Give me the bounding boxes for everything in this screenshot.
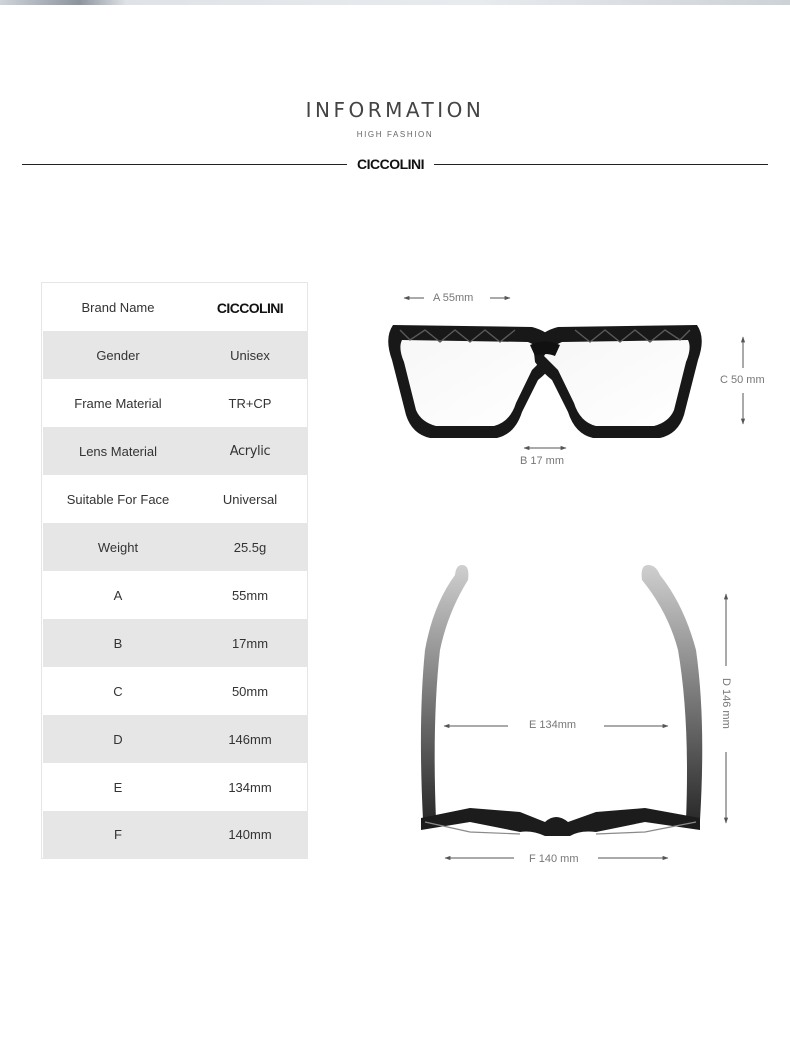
- spec-value: 146mm: [228, 731, 272, 747]
- spec-label: Brand Name: [81, 300, 155, 315]
- page-subtitle: HIGH FASHION: [356, 130, 434, 139]
- dim-b-label: B 17 mm: [520, 455, 565, 467]
- top-temple-left: [421, 565, 468, 820]
- header-brand: CICCOLINI: [356, 156, 425, 172]
- dim-e-label: E 134mm: [529, 719, 577, 731]
- spec-value: Unisex: [230, 347, 270, 363]
- spec-label: B: [113, 635, 123, 651]
- spec-label: A: [113, 587, 123, 603]
- spec-value: 17mm: [231, 635, 269, 651]
- spec-value: TR+CP: [228, 395, 272, 411]
- front-lens-right: [544, 340, 690, 426]
- spec-label: Lens Material: [78, 443, 158, 459]
- top-temple-right: [642, 565, 703, 820]
- dim-d-label: D 146 mm: [720, 678, 732, 729]
- glasses-top-view: [421, 565, 702, 836]
- glasses-front-view: [388, 325, 702, 438]
- dim-f-label: F 140 mm: [529, 853, 579, 865]
- front-lens-left: [400, 340, 546, 426]
- spec-value: 25.5g: [233, 539, 267, 555]
- spec-label: Frame Material: [74, 395, 162, 411]
- dim-a-label: A 55mm: [433, 292, 474, 304]
- spec-label: C: [113, 683, 123, 699]
- page-title: INFORMATION: [305, 98, 485, 122]
- spec-label: Gender: [96, 347, 140, 363]
- spec-value: Universal: [222, 491, 278, 507]
- spec-label: D: [113, 731, 123, 747]
- spec-label: Weight: [97, 539, 139, 555]
- spec-value: Acrylic: [229, 443, 271, 459]
- spec-label: Suitable For Face: [66, 491, 170, 507]
- spec-label: F: [114, 827, 122, 842]
- spec-value: CICCOLINI: [216, 299, 284, 316]
- spec-value: 50mm: [231, 683, 269, 699]
- spec-value: 55mm: [231, 587, 269, 603]
- spec-label: E: [113, 779, 123, 795]
- spec-value: 134mm: [228, 779, 272, 795]
- spec-value: 140mm: [228, 827, 272, 842]
- top-front-rim: [421, 808, 700, 836]
- dim-c-label: C 50 mm: [720, 374, 765, 386]
